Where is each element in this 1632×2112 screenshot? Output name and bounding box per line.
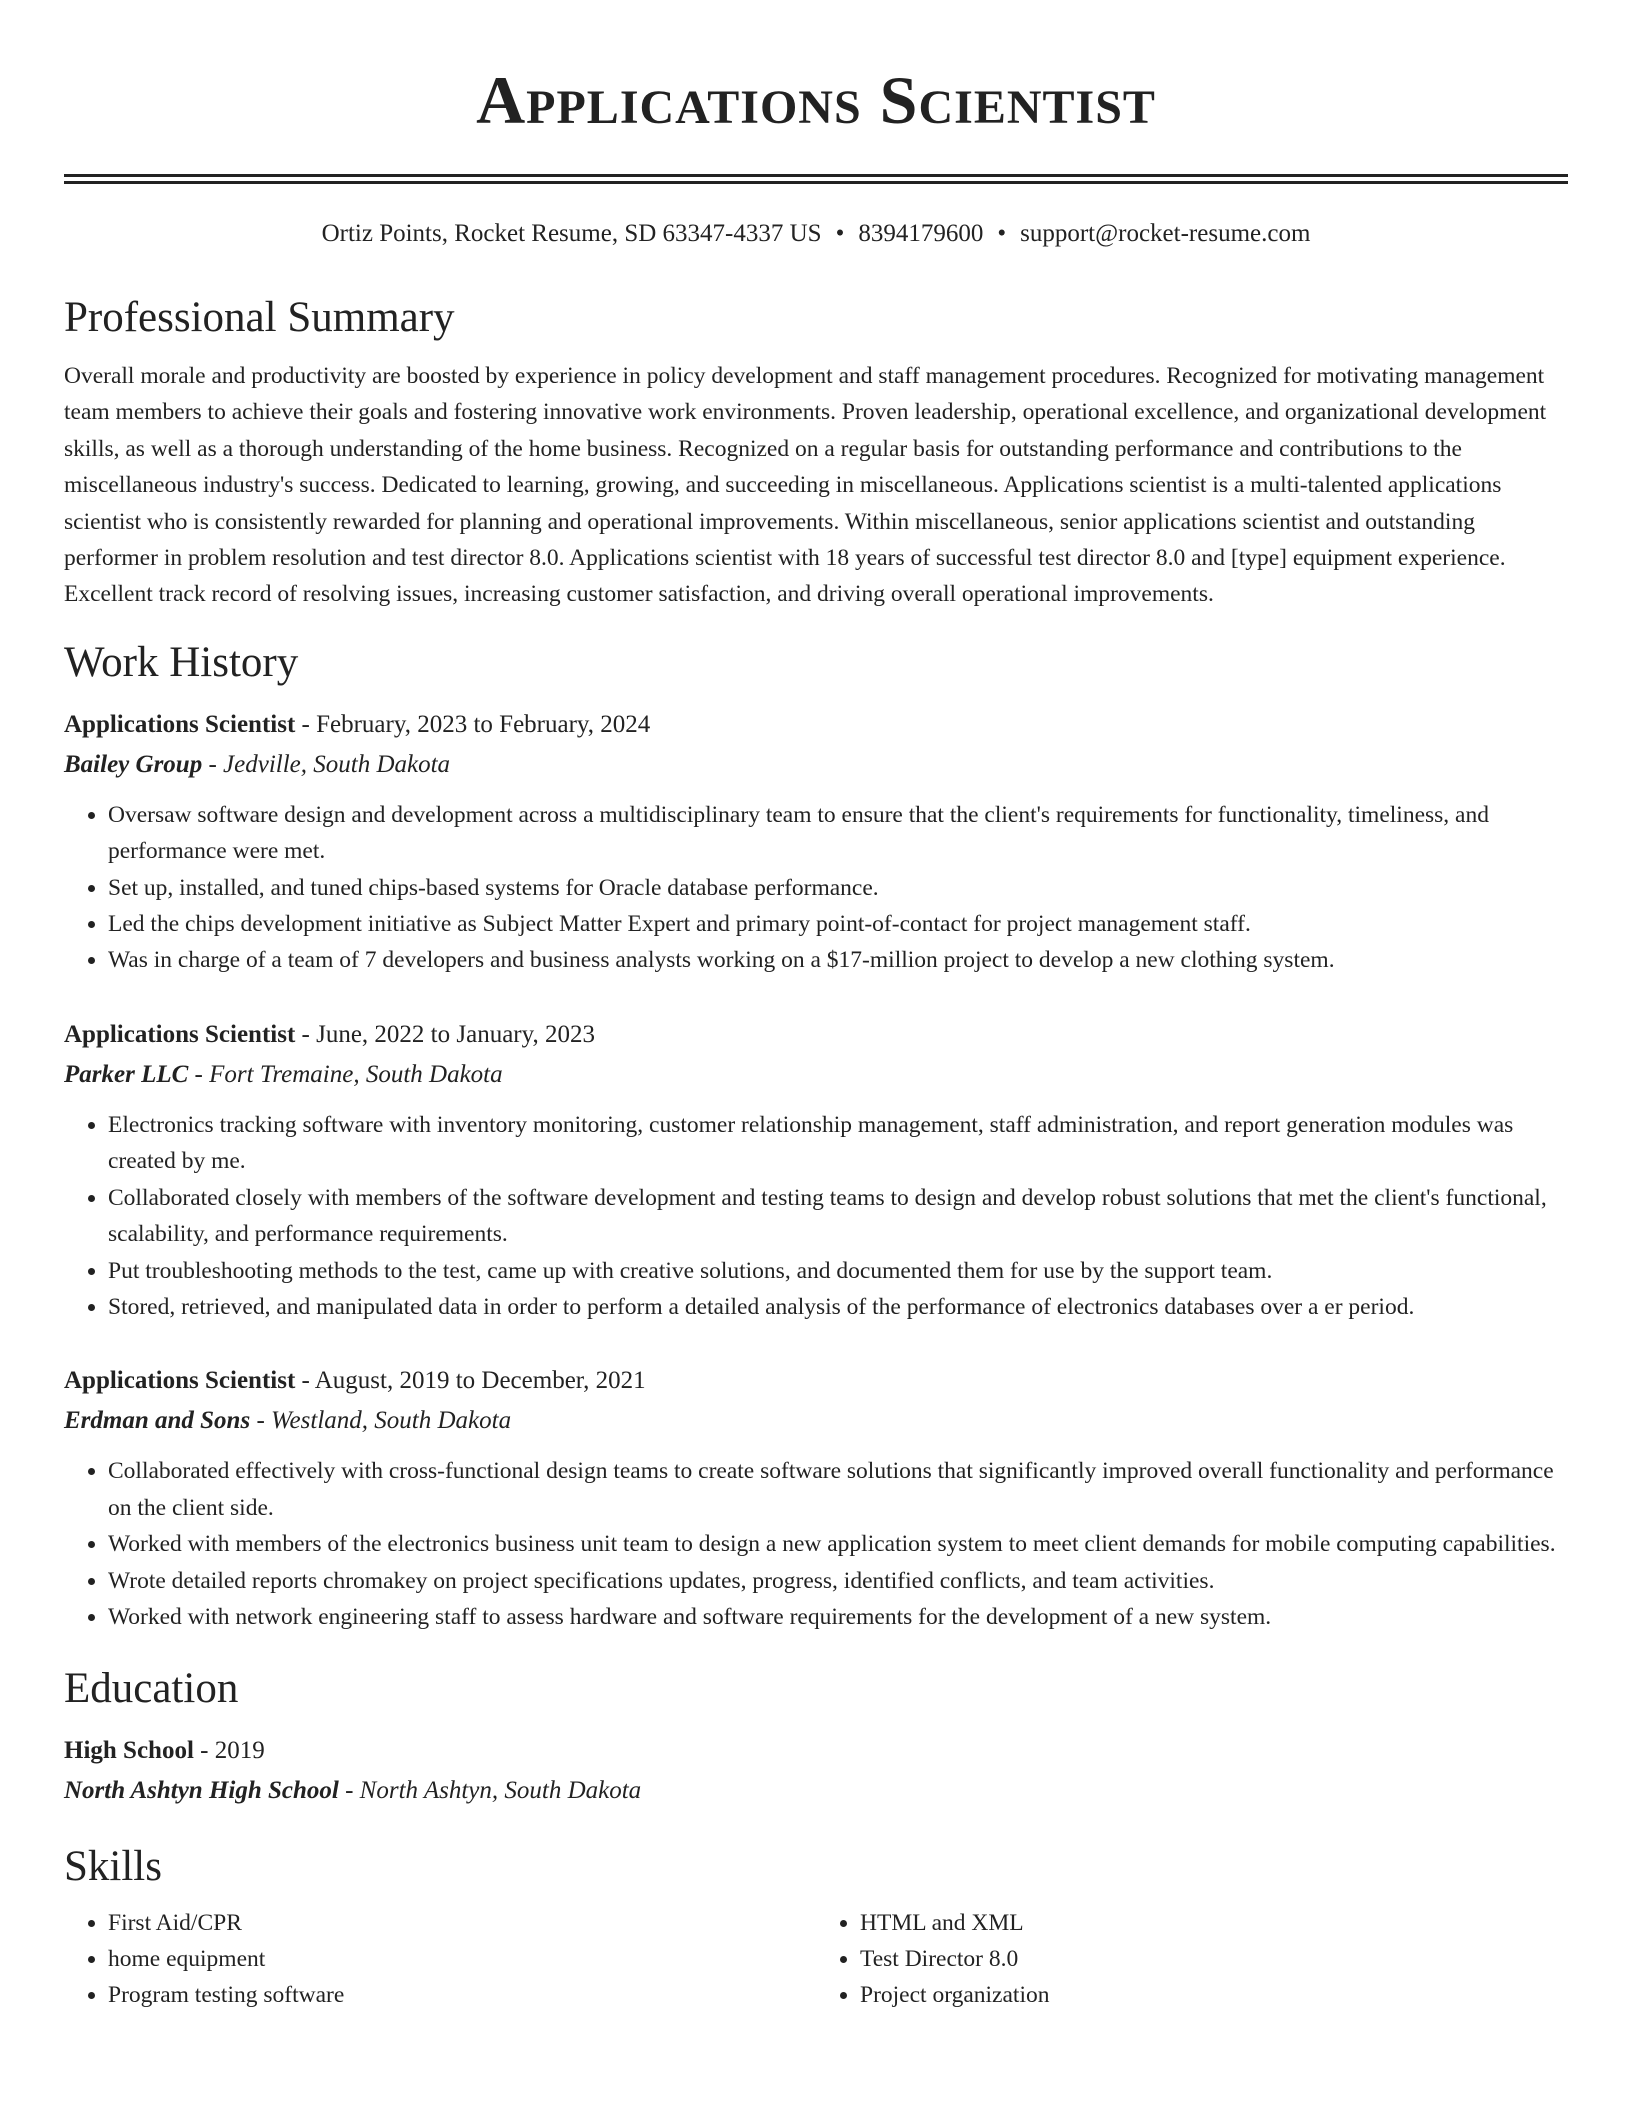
job-title-line bbox=[64, 1015, 1568, 1055]
job-dates: - February, 2023 to February, 2024 bbox=[295, 710, 651, 738]
contact-line bbox=[64, 218, 1568, 250]
skill-item: • HTML and XML bbox=[860, 1905, 1568, 1941]
title-divider bbox=[64, 174, 1568, 184]
job-title: Applications Scientist bbox=[64, 710, 296, 738]
company-name: Parker LLC bbox=[64, 1060, 189, 1088]
job-bullet: • Put troubleshooting methods to the test, came up with creative solutions, and documented them for use by the support team. bbox=[108, 1253, 1568, 1289]
company-line bbox=[64, 1401, 1568, 1441]
school-location: - North Ashtyn, South Dakota bbox=[338, 1777, 642, 1805]
resume-title: Applications Scientist bbox=[476, 62, 1156, 138]
contact-email: support@rocket-resume.com bbox=[1020, 220, 1311, 247]
skill-item: • home equipment bbox=[108, 1941, 816, 1977]
company-line bbox=[64, 1055, 1568, 1095]
skills-list bbox=[64, 1905, 1568, 2013]
education-entry bbox=[64, 1731, 1568, 1811]
degree-line bbox=[64, 1731, 1568, 1771]
skills-column-left bbox=[64, 1905, 816, 2013]
school-line bbox=[64, 1771, 1568, 1811]
job-bullet: • Worked with network engineering staff to assess hardware and software requirements for the development of a new system. bbox=[108, 1599, 1568, 1635]
job-bullet: • Led the chips development initiative as Subject Matter Expert and primary point-of-contact for project management staff. bbox=[108, 906, 1568, 942]
company-name: Erdman and Sons bbox=[64, 1407, 251, 1435]
skill-item: • Project organization bbox=[860, 1977, 1568, 2013]
company-location: - Westland, South Dakota bbox=[250, 1407, 512, 1435]
job-entry bbox=[64, 705, 1568, 979]
school-name: North Ashtyn High School bbox=[64, 1777, 339, 1805]
job-title: Applications Scientist bbox=[64, 1020, 296, 1048]
contact-address: Ortiz Points, Rocket Resume, SD 63347-4337 US bbox=[321, 220, 822, 247]
skill-item: • First Aid/CPR bbox=[108, 1905, 816, 1941]
skills-heading: Skills bbox=[64, 1843, 162, 1891]
skill-item: • Test Director 8.0 bbox=[860, 1941, 1568, 1977]
job-entry bbox=[64, 1361, 1568, 1635]
job-bullet: • Worked with members of the electronics business unit team to design a new application system to meet client demands for mobile computing capabilities. bbox=[108, 1526, 1568, 1562]
job-bullets bbox=[64, 1107, 1568, 1325]
education-heading: Education bbox=[64, 1665, 239, 1713]
company-line bbox=[64, 745, 1568, 785]
job-bullet: • Stored, retrieved, and manipulated data in order to perform a detailed analysis of the performance of electronics databases over a er period. bbox=[108, 1289, 1568, 1325]
skills-column-right bbox=[816, 1905, 1568, 2013]
job-bullets bbox=[64, 797, 1568, 979]
job-bullet: • Was in charge of a team of 7 developers and business analysts working on a $17-million project to develop a new clothing system. bbox=[108, 942, 1568, 978]
job-dates: - June, 2022 to January, 2023 bbox=[295, 1020, 596, 1048]
company-location: - Jedville, South Dakota bbox=[202, 750, 451, 778]
job-bullet: • Wrote detailed reports chromakey on project specifications updates, progress, identified conflicts, and team activities. bbox=[108, 1563, 1568, 1599]
contact-separator: • bbox=[997, 220, 1007, 247]
summary-text: Overall morale and productivity are boosted by experience in policy development and staff management procedures. Recognized for motivating management team members to achieve their goals and fostering innovative work environments. Proven leadership, operational excellence, and organizational development skills, as well as a thorough understanding of the home business. Recognized on a regular basis for outstanding performance and contributions to the miscellaneous industry's success. Dedicated to learning, growing, and succeeding in miscellaneous. Applications scientist is a multi-talented applications scientist who is consistently rewarded for planning and operational improvements. Within miscellaneous, senior applications scientist and outstanding performer in problem resolution and test director 8.0. Applications scientist with 18 years of successful test director 8.0 and [type] equipment experience. Excellent track record of resolving issues, increasing customer satisfaction, and driving overall operational improvements. bbox=[64, 363, 1547, 608]
company-name: Bailey Group bbox=[64, 750, 203, 778]
job-bullet: • Collaborated effectively with cross-functional design teams to create software solutions that significantly improved overall functionality and performance on the client side. bbox=[108, 1453, 1568, 1526]
job-bullet: • Set up, installed, and tuned chips-based systems for Oracle database performance. bbox=[108, 870, 1568, 906]
contact-separator: • bbox=[835, 220, 845, 247]
graduation-year: - 2019 bbox=[193, 1737, 265, 1765]
work-history-heading: Work History bbox=[64, 638, 299, 686]
job-bullet: • Oversaw software design and development across a multidisciplinary team to ensure that the client's requirements for functionality, timeliness, and performance were met. bbox=[108, 797, 1568, 870]
job-title-line bbox=[64, 705, 1568, 745]
job-title: Applications Scientist bbox=[64, 1367, 296, 1395]
job-bullet: • Electronics tracking software with inventory monitoring, customer relationship management, staff administration, and report generation modules was created by me. bbox=[108, 1107, 1568, 1180]
company-location: - Fort Tremaine, South Dakota bbox=[188, 1060, 503, 1088]
contact-phone: 8394179600 bbox=[858, 220, 984, 247]
job-bullet: • Collaborated closely with members of the software development and testing teams to design and develop robust solutions that met the client's functional, scalability, and performance requirements. bbox=[108, 1180, 1568, 1253]
job-title-line bbox=[64, 1361, 1568, 1401]
job-dates: - August, 2019 to December, 2021 bbox=[295, 1367, 646, 1395]
summary-heading: Professional Summary bbox=[64, 294, 455, 341]
job-bullets bbox=[64, 1453, 1568, 1635]
skill-item: • Program testing software bbox=[108, 1977, 816, 2013]
job-entry bbox=[64, 1015, 1568, 1325]
degree: High School bbox=[64, 1737, 194, 1765]
